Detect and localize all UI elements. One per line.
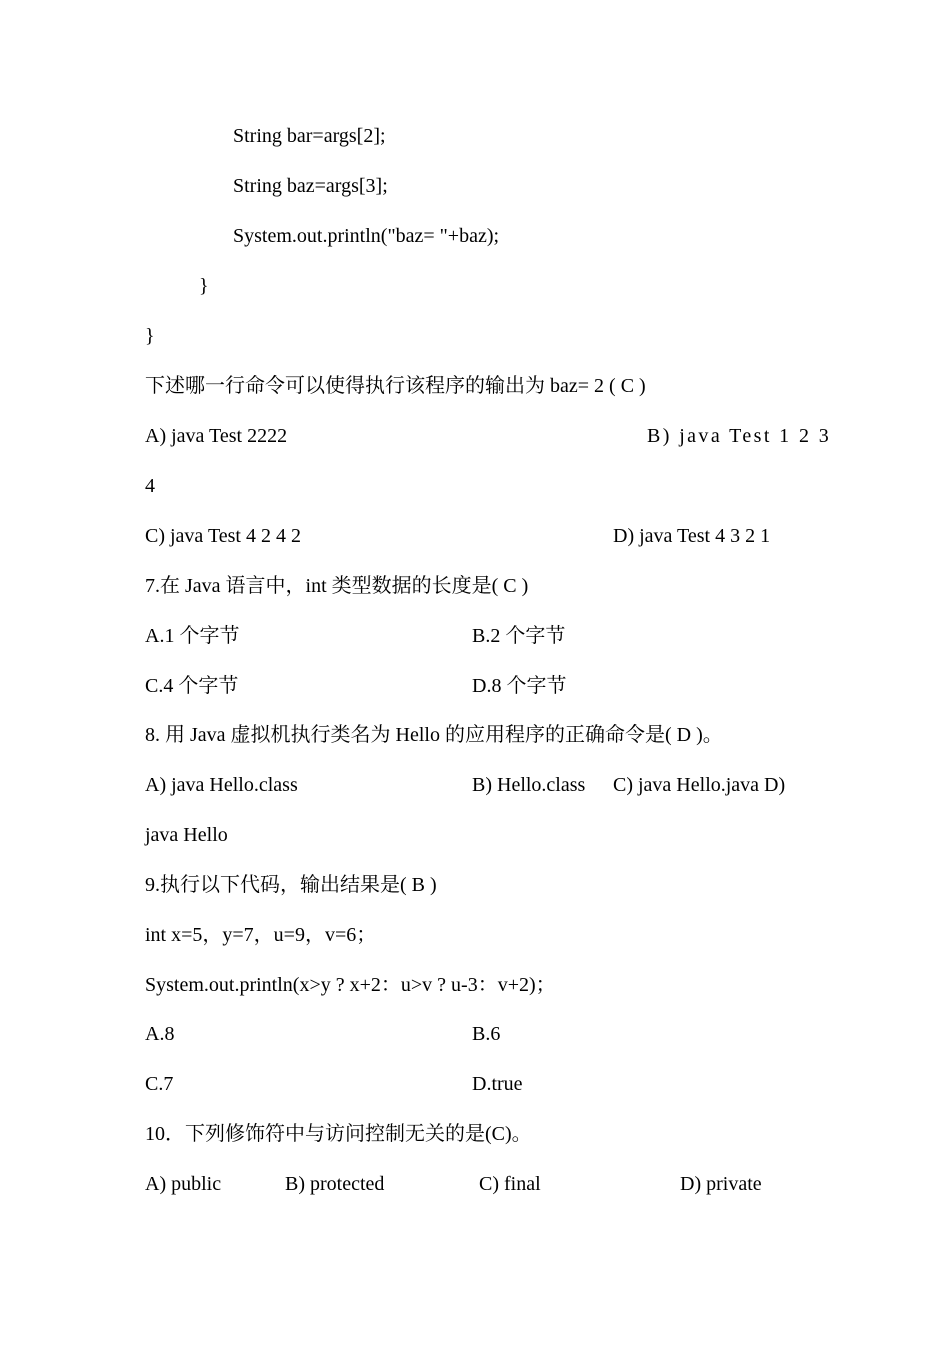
- option-b: B.2 个字节: [472, 625, 566, 647]
- options-row: [0, 471, 950, 501]
- option-d-wrap: java Hello: [145, 824, 228, 846]
- option-a: A.8: [145, 1023, 175, 1045]
- option-a: A.1 个字节: [145, 625, 240, 647]
- option-c: C.7: [145, 1073, 174, 1095]
- options-row: [0, 1069, 950, 1099]
- options-row: [0, 521, 950, 551]
- code-text: }: [145, 325, 155, 347]
- question-line: [0, 1119, 950, 1149]
- option-c: C) final: [479, 1173, 541, 1195]
- option-a: A) java Test 2222: [145, 425, 288, 447]
- options-row: [0, 1019, 950, 1049]
- question-text: 下述哪一行命令可以使得执行该程序的输出为 baz= 2 ( C ): [145, 375, 646, 397]
- code-line: [0, 920, 950, 950]
- question-line: [0, 571, 950, 601]
- options-row: [0, 621, 950, 651]
- option-c: C.4 个字节: [145, 675, 239, 697]
- code-line: [0, 271, 950, 301]
- options-row: [0, 671, 950, 701]
- option-b: B) protected: [285, 1173, 385, 1195]
- code-text: String bar=args[2];: [233, 125, 386, 147]
- code-line: [0, 970, 950, 1000]
- question-line: [0, 870, 950, 900]
- option-c: C) java Test 4 2 4 2: [145, 525, 301, 547]
- option-d: D) java Test 4 3 2 1: [613, 525, 771, 547]
- question-line: [0, 720, 950, 750]
- code-text: System.out.println(x>y ? x+2：u>v ? u-3：v+2)；: [145, 974, 556, 996]
- option-b-wrap: 4: [145, 475, 155, 497]
- code-line: [0, 321, 950, 351]
- question-text: 10．下列修饰符中与访问控制无关的是(C)。: [145, 1123, 532, 1145]
- option-a: A) java Hello.class: [145, 774, 298, 796]
- options-row: [0, 770, 950, 800]
- option-b: B) java Test 1 2 3: [647, 425, 832, 447]
- code-line: [0, 171, 950, 201]
- code-text: }: [199, 275, 209, 297]
- option-d: D.true: [472, 1073, 523, 1095]
- question-text: 8. 用 Java 虚拟机执行类名为 Hello 的应用程序的正确命令是( D )。: [145, 724, 723, 746]
- options-row: [0, 820, 950, 850]
- code-text: String baz=args[3];: [233, 175, 388, 197]
- question-text: 7.在 Java 语言中，int 类型数据的长度是( C ): [145, 575, 529, 597]
- option-d: D.8 个字节: [472, 675, 567, 697]
- question-line: [0, 371, 950, 401]
- question-text: 9.执行以下代码，输出结果是( B ): [145, 874, 437, 896]
- options-row: [0, 1169, 950, 1199]
- code-text: int x=5，y=7，u=9，v=6；: [145, 924, 377, 946]
- code-line: [0, 221, 950, 251]
- option-b: B) Hello.class: [472, 774, 586, 796]
- option-b: B.6: [472, 1023, 501, 1045]
- option-a: A) public: [145, 1173, 222, 1195]
- option-c: C) java Hello.java D): [613, 774, 786, 796]
- code-text: System.out.println("baz= "+baz);: [233, 225, 500, 247]
- option-d: D) private: [680, 1173, 762, 1195]
- options-row: [0, 421, 950, 451]
- code-line: [0, 121, 950, 151]
